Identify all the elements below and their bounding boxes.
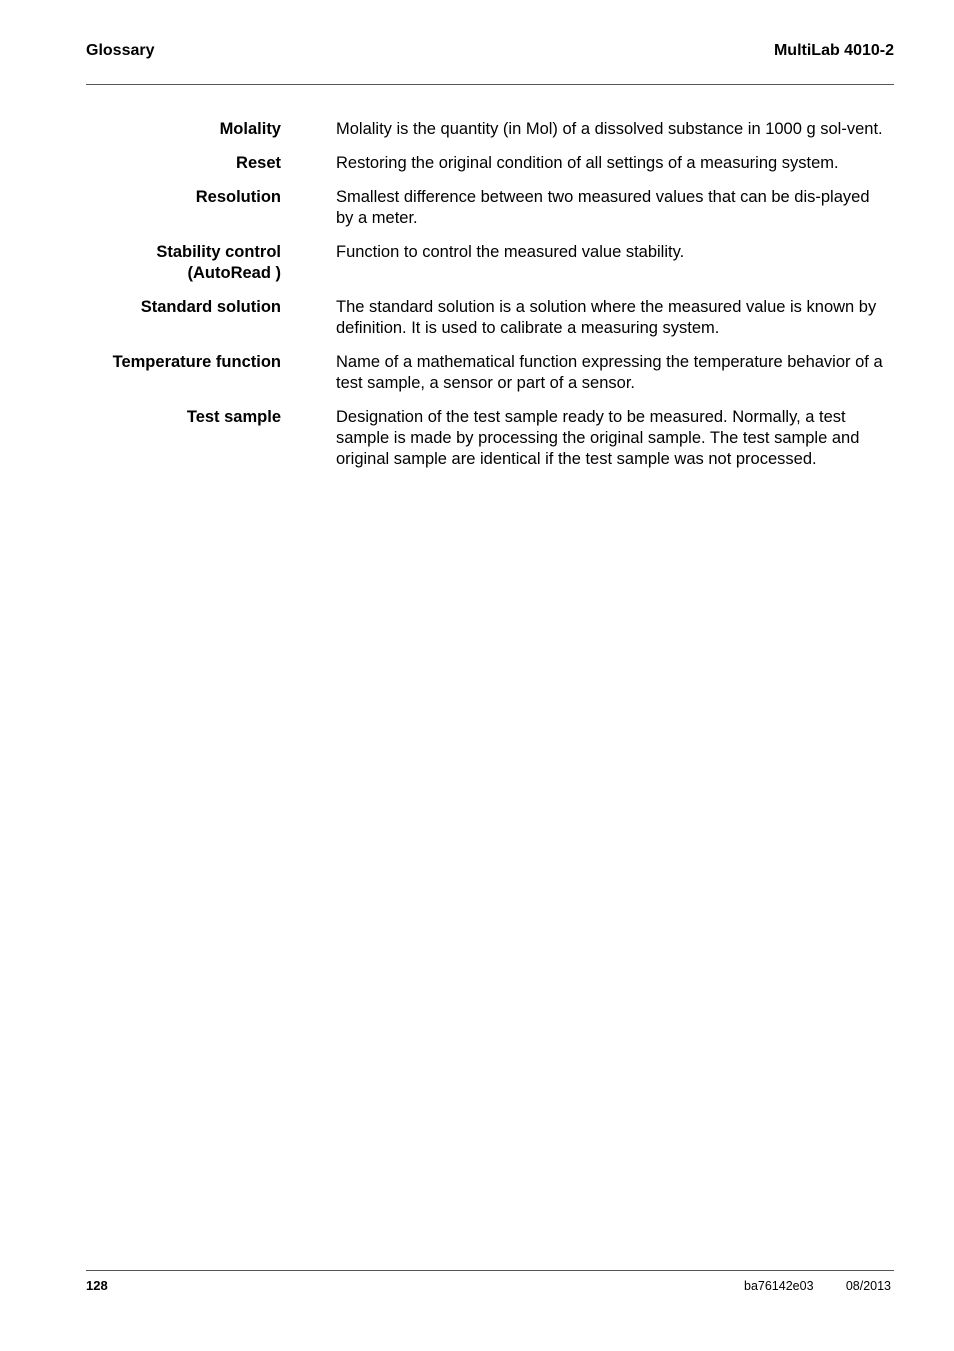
glossary-term bbox=[86, 297, 281, 339]
glossary-term-line: Standard solution bbox=[140, 298, 281, 316]
glossary-definition: Function to control the measured value stability. bbox=[336, 243, 685, 261]
glossary-entry-molality bbox=[86, 119, 894, 140]
glossary-term-line: Stability control bbox=[156, 243, 281, 261]
glossary-entry-standard-solution bbox=[86, 297, 894, 339]
document-id: ba76142e03 bbox=[744, 1279, 814, 1293]
glossary-term-line: Molality bbox=[219, 120, 281, 138]
glossary-term bbox=[86, 153, 281, 174]
header-product-name: MultiLab 4010-2 bbox=[773, 42, 894, 59]
glossary-term-line: Test sample bbox=[186, 408, 281, 426]
glossary-term-line: (AutoRead ) bbox=[187, 264, 281, 282]
page-number: 128 bbox=[86, 1278, 108, 1293]
glossary-term bbox=[86, 407, 281, 470]
glossary-term-line: Reset bbox=[236, 154, 281, 172]
header-section-title: Glossary bbox=[86, 42, 155, 59]
glossary-definition: Restoring the original condition of all settings of a measuring system. bbox=[336, 154, 839, 172]
glossary-definition: Molality is the quantity (in Mol) of a dissolved substance in 1000 g sol-vent. bbox=[336, 120, 883, 138]
glossary-term bbox=[86, 119, 281, 140]
glossary-term-line: Resolution bbox=[195, 188, 281, 206]
glossary-entry-test-sample bbox=[86, 407, 894, 470]
glossary-list bbox=[86, 119, 894, 483]
glossary-entry-reset bbox=[86, 153, 894, 174]
glossary-term bbox=[86, 187, 281, 229]
glossary-definition: Designation of the test sample ready to be measured. Normally, a test sample is made by processing the original sample. The test sample and original sample are identical if the test sample was not processed. bbox=[336, 408, 860, 468]
footer-divider bbox=[86, 1270, 894, 1271]
glossary-term bbox=[86, 352, 281, 394]
glossary-definition: Smallest difference between two measured values that can be dis-played by a meter. bbox=[336, 188, 870, 227]
glossary-entry-temperature-function bbox=[86, 352, 894, 394]
glossary-definition: Name of a mathematical function expressing the temperature behavior of a test sample, a sensor or part of a sensor. bbox=[336, 353, 883, 392]
glossary-entry-stability-control bbox=[86, 242, 894, 284]
glossary-term bbox=[86, 242, 281, 284]
document-date: 08/2013 bbox=[845, 1279, 891, 1293]
glossary-entry-resolution bbox=[86, 187, 894, 229]
header-divider bbox=[86, 84, 894, 85]
glossary-definition: The standard solution is a solution where the measured value is known by definition. It is used to calibrate a measuring system. bbox=[336, 298, 877, 337]
glossary-term-line: Temperature function bbox=[112, 353, 281, 371]
